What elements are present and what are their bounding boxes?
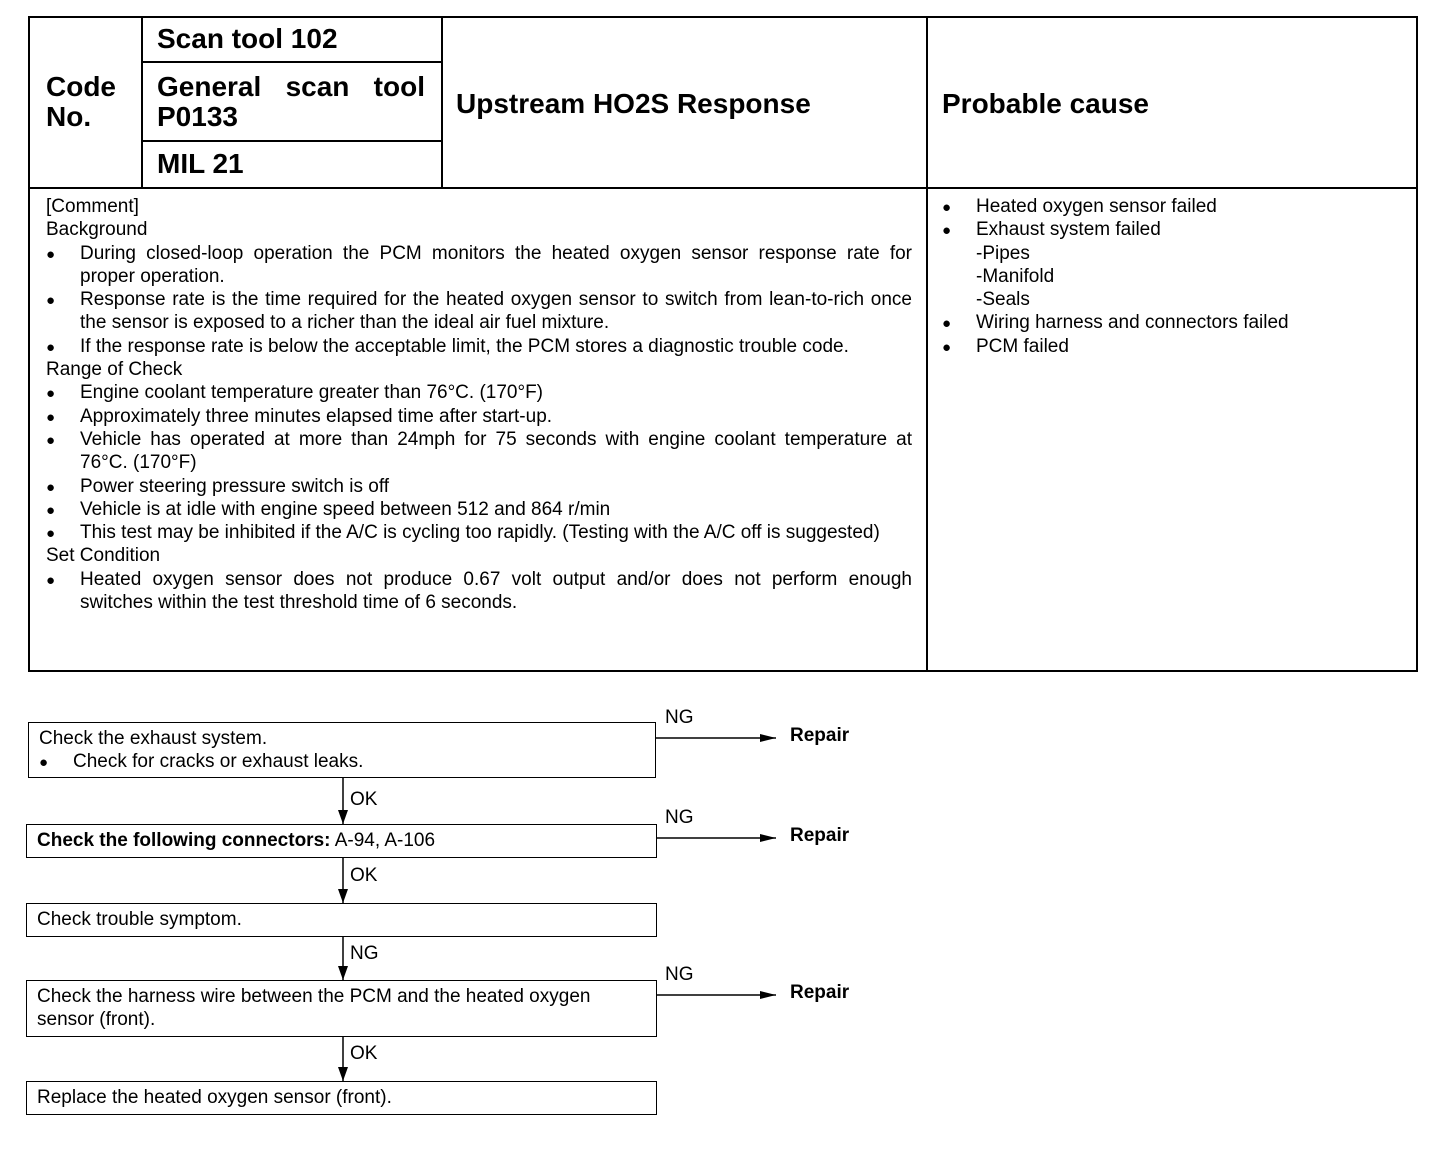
step-text: Replace the heated oxygen sensor (front). — [37, 1087, 392, 1108]
list-item: ● If the response rate is below the acceptable limit, the PCM stores a diagnostic trouble code. — [46, 335, 912, 358]
range-label: Range of Check — [46, 359, 183, 381]
step-text: Check trouble symptom. — [37, 909, 242, 930]
down-arrowhead-2 — [338, 889, 348, 903]
list-item: ● Wiring harness and connectors failed — [942, 311, 1402, 334]
ng-label: NG — [665, 707, 694, 728]
list-item: ● Vehicle has operated at more than 24mph for 75 seconds with engine coolant temperature at 76°C. (170°F) — [46, 428, 912, 475]
repair-label: Repair — [790, 982, 850, 1003]
list-item: ● Heated oxygen sensor does not produce 0.67 volt output and/or does not perform enough switches within the test threshold time of 6 seconds. — [46, 568, 912, 615]
list-item: ● Vehicle is at idle with engine speed between 512 and 864 r/min — [46, 498, 912, 521]
step-bullet: ● Check for cracks or exhaust leaks. — [39, 750, 645, 773]
list-item: ● PCM failed — [942, 335, 1402, 358]
list-item: ● Heated oxygen sensor failed — [942, 195, 1402, 218]
probable-cause-header: Probable cause — [942, 88, 1149, 119]
ok-label: OK — [350, 1043, 378, 1064]
list-item: ● Exhaust system failed — [942, 218, 1402, 241]
exhaust-sub-item: -Pipes — [976, 242, 1030, 264]
bullet-icon — [39, 750, 48, 774]
list-item: ● Approximately three minutes elapsed time after start-up. — [46, 405, 912, 428]
ng-label: NG — [665, 807, 694, 828]
scan-tool-code: Scan tool 102 — [157, 23, 338, 54]
down-arrowhead-3 — [338, 966, 348, 980]
flow-step-check-exhaust — [28, 722, 656, 778]
repair-label: Repair — [790, 725, 850, 746]
step-text-bold: Check the following connectors: — [37, 830, 331, 851]
exhaust-sub-item: -Manifold — [976, 265, 1055, 287]
comment-label: [Comment] — [46, 196, 139, 217]
exhaust-sub-item: -Seals — [976, 289, 1030, 311]
down-arrowhead-1 — [338, 810, 348, 824]
set-condition-label: Set Condition — [46, 545, 161, 567]
dtc-title: Upstream HO2S Response — [456, 88, 811, 119]
step-text: Check the harness wire between the PCM and the heated oxygen sensor (front). — [37, 986, 591, 1030]
step-text: Check the exhaust system. — [39, 728, 268, 749]
flow-step-check-connectors — [26, 824, 657, 858]
flow-step-replace-sensor — [26, 1081, 657, 1115]
background-label: Background — [46, 219, 148, 241]
ng-label: NG — [665, 964, 694, 985]
list-item: ● During closed-loop operation the PCM monitors the heated oxygen sensor response rate for proper operation. — [46, 242, 912, 289]
ok-label: OK — [350, 865, 378, 886]
flow-step-check-symptom — [26, 903, 657, 937]
down-arrowhead-4 — [338, 1067, 348, 1081]
flow-step-check-harness — [26, 980, 657, 1037]
list-item: ● Power steering pressure switch is off — [46, 475, 912, 498]
list-item: ● Response rate is the time required for the heated oxygen sensor to switch from lean-to-rich once the sensor is exposed to a richer than the ideal air fuel mixture. — [46, 288, 912, 335]
step-text: A-94, A-106 — [330, 830, 436, 851]
ok-label: OK — [350, 789, 378, 810]
general-scan-tool-code: General scan tool P0133 — [157, 71, 425, 132]
repair-label: Repair — [790, 825, 850, 846]
ng-label: NG — [350, 943, 379, 964]
mil-code: MIL 21 — [157, 148, 244, 179]
code-no-label: Code No. — [46, 71, 116, 132]
list-item: ● Engine coolant temperature greater than 76°C. (170°F) — [46, 381, 912, 404]
list-item: ● This test may be inhibited if the A/C is cycling too rapidly. (Testing with the A/C off is suggested) — [46, 521, 912, 544]
